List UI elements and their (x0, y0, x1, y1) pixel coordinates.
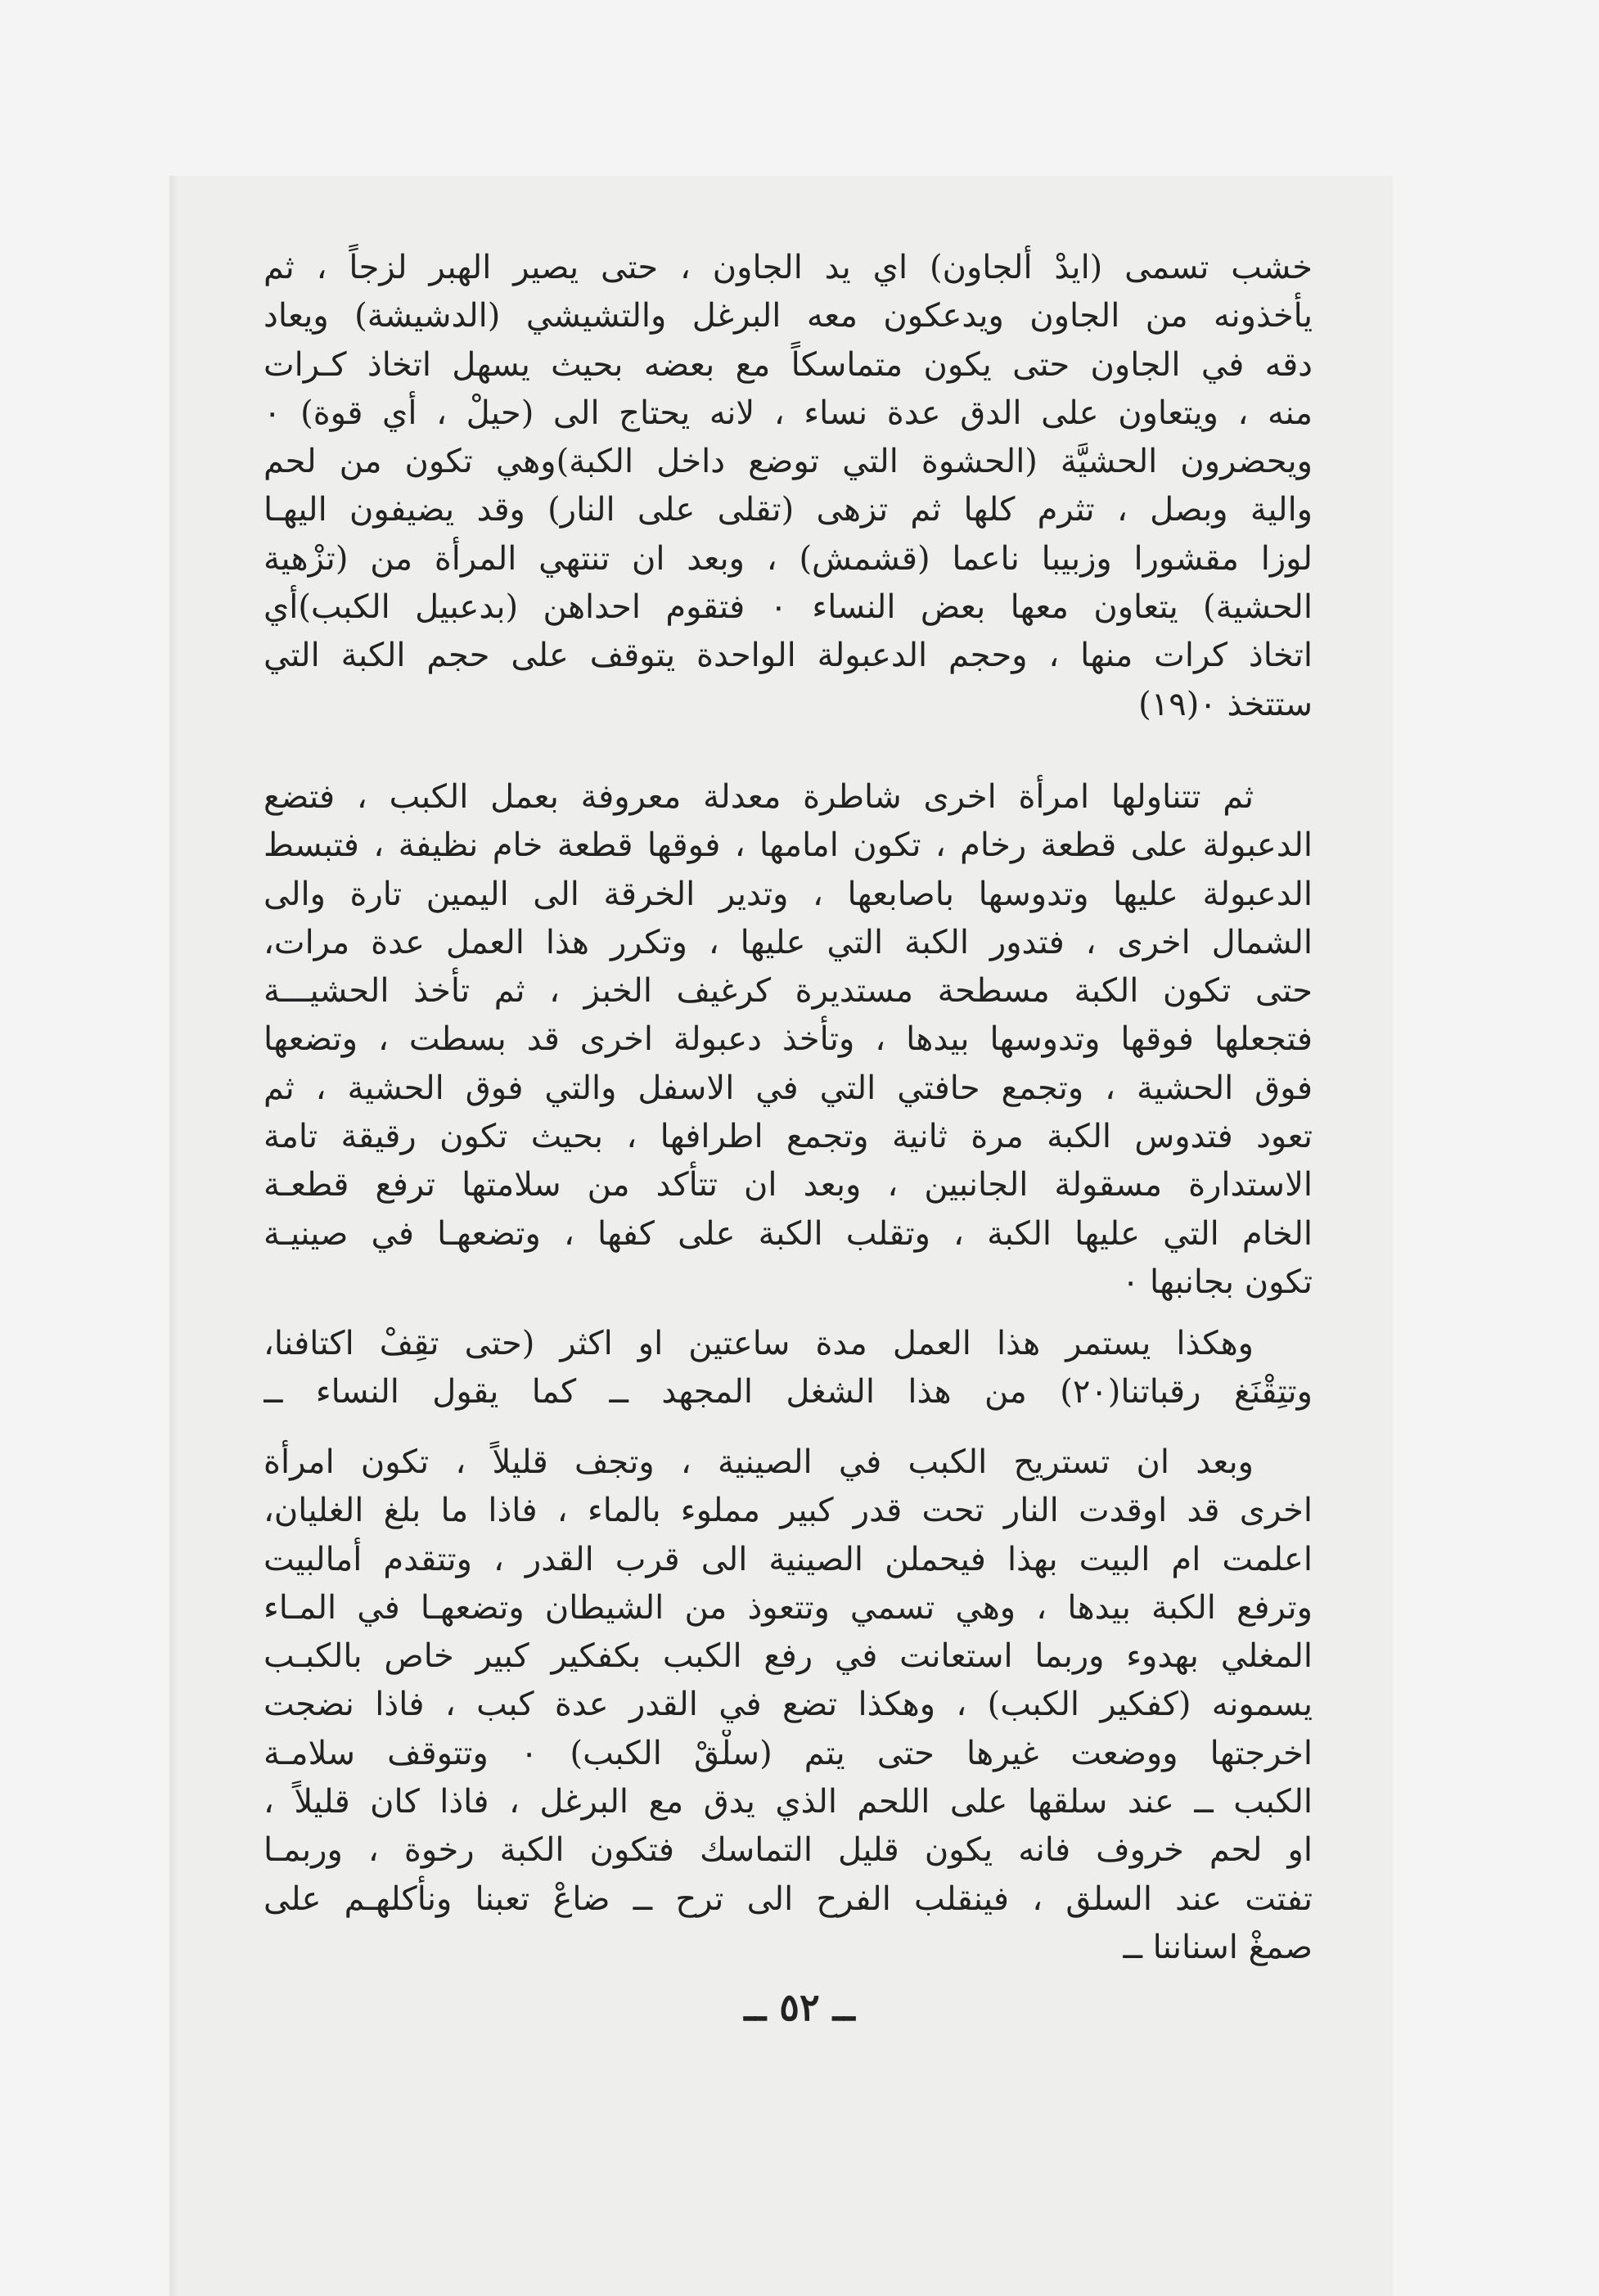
text-line: الحشية) يتعاون معها بعض النساء ٠ فتقوم احداهن (بدعبيل الكبب)أي (263, 588, 1313, 627)
text-line: والية وبصل ، تثرم كلها ثم تزهى (تقلى على النار) وقد يضيفون اليهـا (263, 491, 1313, 529)
text-line: اخرى قد اوقدت النار تحت قدر كبير مملوء بالماء ، فاذا ما بلغ الغليان، (263, 1492, 1313, 1530)
text-line: اخرجتها ووضعت غيرها حتى يتم (سلْقْ الكبب) ٠ وتتوقف سلامـة (263, 1734, 1313, 1772)
text-line: وبعد ان تستريح الكبب في الصينية ، وتجف قليلاً ، تكون امرأة (263, 1443, 1254, 1481)
text-line: ثم تتناولها امرأة اخرى شاطرة معدلة معروفة بعمل الكبب ، فتضع (263, 778, 1254, 816)
paragraph-2 (263, 773, 1313, 1307)
text-line: الاستدارة مسقولة الجانبين ، وبعد ان تتأكد من سلامتها ترفع قطعـة (263, 1166, 1313, 1204)
text-line: الخام التي عليها الكبة ، وتقلب الكبة على كفها ، وتضعهـا في صينيـة (263, 1214, 1313, 1253)
text-line: صمغْ اسناننا ــ (1123, 1928, 1313, 1966)
text-line: الدعبولة على قطعة رخام ، تكون امامها ، فوقها قطعة خام نظيفة ، فتبسط (263, 826, 1313, 865)
text-line: الشمال اخرى ، فتدور الكبة التي عليها ، وتكرر هذا العمل عدة مرات، (263, 923, 1313, 961)
text-line: يسمونه (كفكير الكبب) ، وهكذا تضع في القدر عدة كبب ، فاذا نضجت (263, 1686, 1313, 1724)
text-line: دقه في الجاون حتى يكون متماسكاً مع بعضه بحيث يسهل اتخاذ كـرات (263, 345, 1313, 384)
text-line: ستتخذ ٠(١٩) (1138, 685, 1313, 723)
page-number: ــ ٥٢ ــ (744, 1985, 855, 2029)
text-line: منه ، ويتعاون على الدق عدة نساء ، لانه يحتاج الى (حيلْ ، أي قوة) ٠ (263, 394, 1313, 432)
text-line: لوزا مقشورا وزبيبا ناعما (قشمش) ، وبعد ان تنتهي المرأة من (تزْهية (263, 539, 1313, 578)
text-line: اعلمت ام البيت بهذا فيحملن الصينية الى قرب القدر ، وتتقدم أمالبيت (263, 1540, 1313, 1578)
text-line: تفتت عند السلق ، فينقلب الفرح الى ترح ــ ضاعْ تعبنا ونأكلهـم على (263, 1880, 1313, 1918)
text-line: او لحم خروف فانه يكون قليل التماسك فتكون الكبة رخوة ، وربمـا (263, 1831, 1313, 1870)
text-line: حتى تكون الكبة مسطحة مستديرة كرغيف الخبز ، ثم تأخذ الحشيـــة (263, 972, 1313, 1011)
text-line: الدعبولة عليها وتدوسها باصابعها ، وتدير الخرقة الى اليمين تارة والى (263, 875, 1313, 913)
text-line: وهكذا يستمر هذا العمل مدة ساعتين او اكثر (حتى تقِفْ اكتافنا، (263, 1325, 1254, 1362)
text-line: اتخاذ كرات منها ، وحجم الدعبولة الواحدة يتوقف على حجم الكبة التي (263, 637, 1313, 675)
text-line: خشب تسمى (ايدْ ألجاون) اي يد الجاون ، حتى يصير الهبر لزجاً ، ثم (263, 249, 1313, 286)
paragraph-3 (263, 1320, 1313, 1417)
text-line: المغلي بهدوء وربما استعانت في رفع الكبب بكفكير كبير خاص بالكبـب (263, 1637, 1313, 1676)
text-line: الكبب ــ عند سلقها على اللحم الذي يدق مع البرغل ، فاذا كان قليلاً ، (263, 1783, 1313, 1821)
paragraph-1 (263, 244, 1313, 729)
text-line: فتجعلها فوقها وتدوسها بيدها ، وتأخذ دعبولة اخرى قد بسطت ، وتضعها (263, 1020, 1313, 1059)
paragraph-4 (263, 1438, 1313, 1972)
text-line: فوق الحشية ، وتجمع حافتي التي في الاسفل والتي فوق الحشية ، ثم (263, 1069, 1313, 1107)
text-line: وتتِقْنَغ رقباتنا(٢٠) من هذا الشغل المجهد ــ كما يقول النساء ــ (263, 1373, 1313, 1411)
text-line: وترفع الكبة بيدها ، وهي تسمي وتتعوذ من الشيطان وتضعهـا في المـاء (263, 1588, 1313, 1627)
text-line: يأخذونه من الجاون ويدعكون معه البرغل والتشيشي (الدشيشة) ويعاد (263, 297, 1313, 335)
text-line: تكون بجانبها ٠ (1121, 1263, 1313, 1301)
text-line: تعود فتدوس الكبة مرة ثانية وتجمع اطرافها ، بحيث تكون رقيقة تامة (263, 1118, 1313, 1156)
text-line: ويحضرون الحشيَّة (الحشوة التي توضع داخل الكبة)وهي تكون من لحم (263, 443, 1313, 481)
